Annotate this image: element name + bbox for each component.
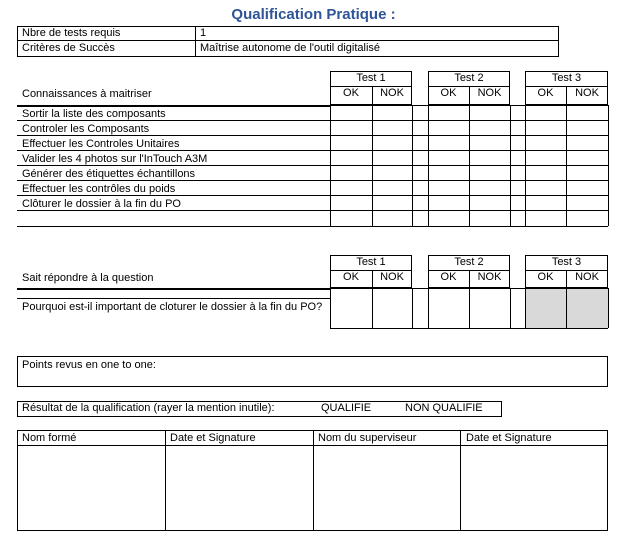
sig-cell-date1[interactable] — [166, 446, 312, 530]
skill-item: Controler les Composants — [22, 123, 150, 135]
q-test1-label: Test 1 — [356, 256, 386, 268]
qualifie-option[interactable]: QUALIFIE — [321, 402, 372, 414]
q-test1-nok: NOK — [380, 271, 404, 283]
skills-heading: Connaissances à maitriser — [22, 88, 152, 100]
skill-item: Effectuer les contrôles du poids — [22, 183, 176, 195]
page-title: Qualification Pratique : — [231, 6, 396, 23]
sig-col-trainee: Nom formé — [22, 432, 77, 444]
non-qualifie-option[interactable]: NON QUALIFIE — [405, 402, 483, 414]
result-label: Résultat de la qualification (rayer la mention inutile): — [22, 402, 275, 414]
question-heading: Sait répondre à la question — [22, 272, 154, 284]
sig-col-supervisor: Nom du superviseur — [318, 432, 417, 444]
q-test2-nok: NOK — [477, 271, 502, 283]
q-test3-label: Test 3 — [551, 256, 582, 268]
test1-nok: NOK — [380, 87, 404, 99]
test3-nok: NOK — [575, 87, 599, 99]
sig-cell-date2[interactable] — [461, 446, 607, 530]
skill-item: Générer des étiquettes échantillons — [22, 168, 196, 180]
skill-item: Valider les 4 photos sur l'InTouch A3M — [22, 153, 208, 165]
test2-label: Test 2 — [454, 72, 484, 84]
sig-col-date1: Date et Signature — [170, 432, 256, 444]
points-label: Points revus en one to one: — [22, 359, 156, 371]
success-criteria-value[interactable]: Maîtrise autonome de l'outil digitalisé — [200, 42, 381, 54]
success-criteria-label: Critères de Succès — [22, 42, 115, 54]
q-test2-label: Test 2 — [454, 256, 484, 268]
skill-item: Effectuer les Controles Unitaires — [22, 138, 180, 150]
q-test3-nok: NOK — [575, 271, 599, 283]
test3-label: Test 3 — [551, 72, 582, 84]
sig-col-date2: Date et Signature — [466, 432, 552, 444]
test3-ok: OK — [537, 87, 554, 99]
tests-required-value[interactable]: 1 — [200, 27, 207, 39]
tests-required-label: Nbre de tests requis — [22, 27, 121, 39]
question-text: Pourquoi est-il important de cloturer le dossier à la fin du PO? — [22, 301, 323, 313]
test2-ok: OK — [440, 87, 457, 99]
test1-label: Test 1 — [356, 72, 386, 84]
test1-ok: OK — [343, 87, 359, 99]
q-test3-ok: OK — [537, 271, 554, 283]
sig-cell-supervisor[interactable] — [314, 446, 459, 530]
sig-cell-trainee[interactable] — [18, 446, 164, 530]
q-test1-ok: OK — [343, 271, 359, 283]
skill-item: Sortir la liste des composants — [22, 108, 166, 120]
test2-nok: NOK — [477, 87, 502, 99]
skill-item: Clôturer le dossier à la fin du PO — [22, 198, 181, 210]
q-test2-ok: OK — [440, 271, 457, 283]
